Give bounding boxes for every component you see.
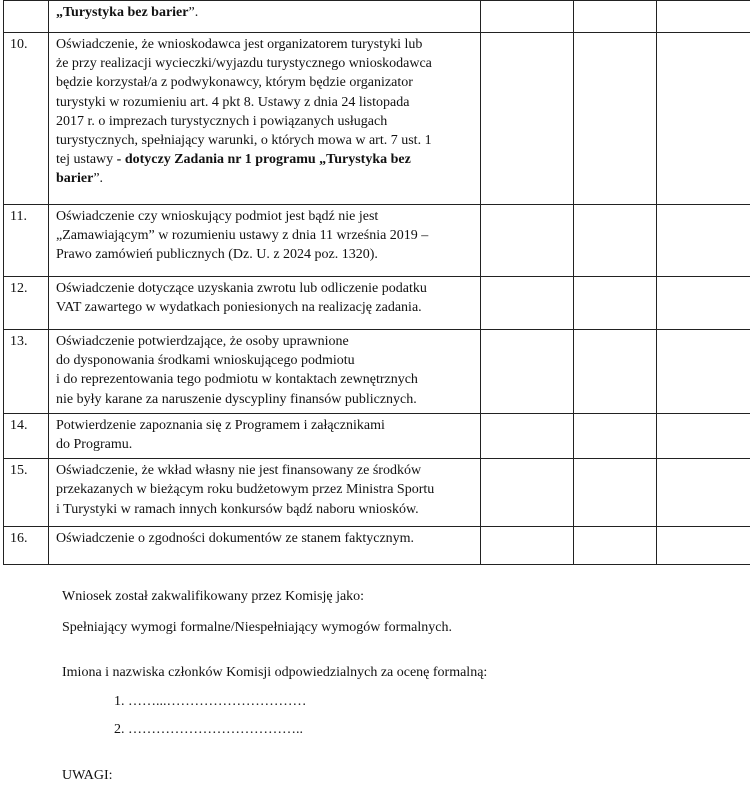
- row-number: 11.: [4, 205, 49, 277]
- check-cell: [657, 330, 750, 414]
- row-text: Potwierdzenie zapoznania się z Programem i załącznikami do Programu.: [49, 413, 481, 458]
- remarks-label: UWAGI:: [62, 768, 113, 783]
- row-number: 10.: [4, 33, 49, 205]
- check-cell: [574, 527, 657, 565]
- row-text: Oświadczenie czy wnioskujący podmiot jest bądź nie jest „Zamawiającym” w rozumieniu ustawy z dnia 11 września 2019 – Prawo zamówień publicznych (Dz. U. z 2024 poz. 1320).: [49, 205, 481, 277]
- table-row: [4, 330, 750, 414]
- check-cell: [481, 205, 574, 277]
- member-line-2: 2. ………………………………..: [114, 722, 303, 737]
- committee-members-label: Imiona i nazwiska członków Komisji odpowiedzialnych za ocenę formalną:: [62, 665, 488, 680]
- row-text: Oświadczenie dotyczące uzyskania zwrotu lub odliczenie podatku VAT zawartego w wydatkach poniesionych na realizację zadania.: [49, 277, 481, 330]
- row-number: 13.: [4, 330, 49, 414]
- check-cell: [657, 459, 750, 527]
- check-cell: [657, 277, 750, 330]
- table-row: [4, 527, 750, 565]
- row-text: Oświadczenie, że wnioskodawca jest organizatorem turystyki lub że przy realizacji wycieczki/wyjazdu turystycznego wnioskodawca będzie korzystał/a z podwykonawcy, którym będzie organizator turystyki w rozumieniu art. 4 pkt 8. Ustawy z dnia 24 listopada 2017 r. o imprezach turystycznych i powiązanych usługach turystycznych, spełniający warunki, o których mowa w art. 7 ust. 1 tej ustawy - dotyczy Zadania nr 1 programu „Turystyka bez barier”.: [49, 33, 481, 205]
- check-cell: [481, 1, 574, 33]
- check-cell: [481, 527, 574, 565]
- row-number: 12.: [4, 277, 49, 330]
- qualified-label: Wniosek został zakwalifikowany przez Komisję jako:: [62, 589, 365, 604]
- check-cell: [574, 205, 657, 277]
- member-line-1: 1. ……...…………………………: [114, 694, 307, 709]
- check-cell: [481, 459, 574, 527]
- check-cell: [481, 330, 574, 414]
- check-cell: [574, 33, 657, 205]
- row-number: 14.: [4, 413, 49, 458]
- table-row: [4, 459, 750, 527]
- check-cell: [657, 413, 750, 458]
- row-text: Oświadczenie potwierdzające, że osoby uprawnione do dysponowania środkami wnioskującego podmiotu i do reprezentowania tego podmiotu w kontaktach zewnętrznych nie były karane za naruszenie dyscypliny finansów publicznych.: [49, 330, 481, 414]
- table-row: [4, 205, 750, 277]
- check-cell: [481, 277, 574, 330]
- table-row: [4, 1, 750, 33]
- checklist-table: [3, 0, 750, 565]
- check-cell: [481, 33, 574, 205]
- table-row: [4, 413, 750, 458]
- row-text: Oświadczenie, że wkład własny nie jest finansowany ze środków przekazanych w bieżącym roku budżetowym przez Ministra Sportu i Turystyki w ramach innych konkursów bądź naboru wniosków.: [49, 459, 481, 527]
- row-text: „Turystyka bez barier”.: [49, 1, 481, 33]
- qualified-options: Spełniający wymogi formalne/Niespełniający wymogów formalnych.: [62, 620, 452, 635]
- table-row: [4, 277, 750, 330]
- check-cell: [574, 459, 657, 527]
- check-cell: [574, 1, 657, 33]
- check-cell: [657, 33, 750, 205]
- check-cell: [481, 413, 574, 458]
- row-number: 16.: [4, 527, 49, 565]
- check-cell: [574, 413, 657, 458]
- check-cell: [574, 277, 657, 330]
- check-cell: [657, 1, 750, 33]
- check-cell: [574, 330, 657, 414]
- check-cell: [657, 205, 750, 277]
- row-number: 15.: [4, 459, 49, 527]
- check-cell: [657, 527, 750, 565]
- row-number: [4, 1, 49, 33]
- row-text: Oświadczenie o zgodności dokumentów ze stanem faktycznym.: [49, 527, 481, 565]
- table-row: [4, 33, 750, 205]
